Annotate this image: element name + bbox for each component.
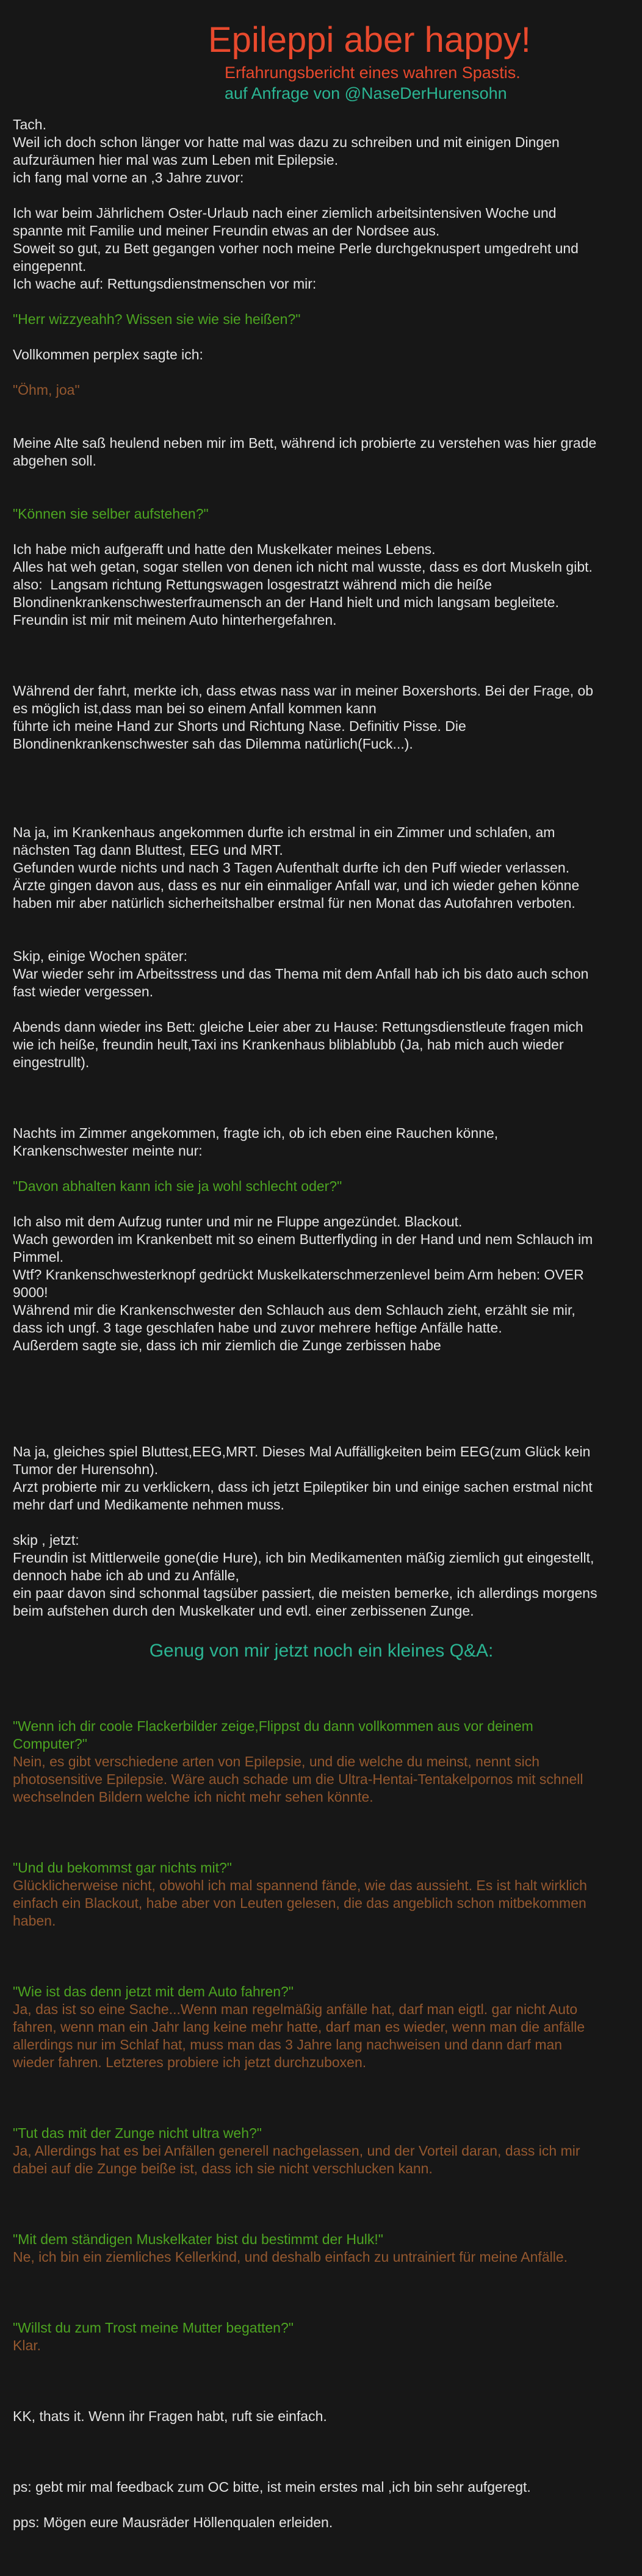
story-line: Ich wache auf: Rettungsdienstmenschen vor mir:: [13, 276, 317, 292]
quote-line: Computer?": [13, 1736, 87, 1752]
story-line: abgehen soll.: [13, 453, 96, 469]
blank-line: [13, 293, 630, 311]
story-line: Gefunden wurde nichts und nach 3 Tagen Aufenthalt durfte ich den Puff wieder verlassen.: [13, 860, 570, 876]
blank-line: [13, 328, 630, 346]
blank-line: [13, 1930, 630, 1948]
answer-line: allerdings nur im Schlaf hat, muss man das 3 Jahre lang nachweisen und dann darf man: [13, 2037, 563, 2053]
story-line: mehr darf und Medikamente nehmen muss.: [13, 1497, 284, 1513]
story-line: KK, thats it. Wenn ihr Fragen habt, ruft sie einfach.: [13, 2408, 327, 2424]
story-line: Weil ich doch schon länger vor hatte mal was dazu zu schreiben und mit einigen Dingen: [13, 134, 560, 150]
blank-line: [13, 2461, 630, 2478]
story-line: eingestrullt).: [13, 1054, 90, 1070]
answer-line: Glücklicherweise nicht, obwohl ich mal spannend fände, wie das aussieht. Es ist halt wirklich: [13, 1877, 587, 1893]
story-line: 9000!: [13, 1284, 48, 1300]
quote-line: "Mit dem ständigen Muskelkater bist du bestimmt der Hulk!": [13, 2231, 383, 2247]
blank-line: [13, 2425, 630, 2443]
story-line: Pimmel.: [13, 1249, 64, 1265]
story-line: ein paar davon sind schonmal tagsüber passiert, die meisten bemerke, ich allerdings morgens: [13, 1585, 597, 1601]
answer-line: Ja, Allerdings hat es bei Anfällen generell nachgelassen, und der Vorteil daran, dass ich mir: [13, 2143, 580, 2159]
blank-line: [13, 523, 630, 541]
blank-line: [13, 399, 630, 417]
story-line: Wtf? Krankenschwesterknopf gedrückt Muskelkaterschmerzenlevel beim Arm heben: OVER: [13, 1267, 584, 1283]
answer-line: fahren, wenn man ein Jahr lang keine mehr hatte, darf man es wieder, wenn man die anfälle: [13, 2019, 585, 2035]
blank-line: [13, 1107, 630, 1124]
page-title: Epileppi aber happy!: [208, 20, 531, 60]
answer-line: photosensitive Epilepsie. Wäre auch schade um die Ultra-Hentai-Tentakelpornos mit schnell: [13, 1771, 583, 1787]
story-line: Vollkommen perplex sagte ich:: [13, 347, 203, 362]
blank-line: [13, 1620, 630, 1638]
blank-line: [13, 2266, 630, 2284]
answer-line: wechselnden Bildern welche ich nicht mehr sehen könnte.: [13, 1789, 373, 1805]
quote-line: "Willst du zum Trost meine Mutter begatten?": [13, 2320, 294, 2336]
blank-line: [13, 1806, 630, 1824]
story-line: Nachts im Zimmer angekommen, fragte ich, ob ich eben eine Rauchen könne,: [13, 1125, 499, 1141]
blank-line: [13, 2213, 630, 2231]
blank-line: [13, 1390, 630, 1408]
story-line: Freundin ist mir mit meinem Auto hinterhergefahren.: [13, 612, 337, 628]
answer-line: Ja, das ist so eine Sache...Wenn man regelmäßig anfälle hat, darf man eigtl. gar nicht Auto: [13, 2001, 578, 2017]
story-line: Arzt probierte mir zu verklickern, dass ich jetzt Epileptiker bin und einige sachen erstmal nicht: [13, 1479, 593, 1495]
blank-line: [13, 1682, 630, 1700]
blank-line: [13, 806, 630, 824]
quote-line: "Davon abhalten kann ich sie ja wohl schlecht oder?": [13, 1178, 342, 1194]
blank-line: [13, 2284, 630, 2301]
blank-line: [13, 2107, 630, 2124]
answer-line: wieder fahren. Letzteres probiere ich jetzt durchzuboxen.: [13, 2054, 367, 2070]
quote-line: "Können sie selber aufstehen?": [13, 506, 209, 522]
quote-line: "Wenn ich dir coole Flackerbilder zeige,Flippst du dann vollkommen aus vor deinem: [13, 1718, 533, 1734]
blank-line: [13, 1372, 630, 1390]
story-line: Außerdem sagte sie, dass ich mir ziemlich die Zunge zerbissen habe: [13, 1337, 441, 1353]
story-line: Ich also mit dem Aufzug runter und mir ne Fluppe angezündet. Blackout.: [13, 1214, 463, 1229]
story-line: es möglich ist,dass man bei so einem Anfall kommen kann: [13, 700, 377, 716]
story-line: Meine Alte saß heulend neben mir im Bett, während ich probierte zu verstehen was hier grade: [13, 435, 597, 451]
blank-line: [13, 788, 630, 806]
blank-line: [13, 912, 630, 930]
blank-line: [13, 2178, 630, 2195]
story-line: Ich war beim Jährlichem Oster-Urlaub nach einer ziemlich arbeitsintensiven Woche und: [13, 205, 557, 221]
story-line: Na ja, gleiches spiel Bluttest,EEG,MRT. Dieses Mal Auffälligkeiten beim EEG(zum Glück kein: [13, 1444, 591, 1459]
blank-line: [13, 1664, 630, 1682]
blank-line: [13, 470, 630, 487]
blank-line: [13, 487, 630, 505]
story-line: ps: gebt mir mal feedback zum OC bitte, ist mein erstes mal ,ich bin sehr aufgeregt.: [13, 2479, 531, 2495]
blank-line: [13, 1001, 630, 1018]
blank-line: [13, 771, 630, 788]
quote-line: "Herr wizzyeahh? Wissen sie wie sie heißen?": [13, 311, 301, 327]
page-header: [0, 0, 642, 104]
story-line: beim aufstehen durch den Muskelkater und evtl. einer zerbissenen Zunge.: [13, 1603, 474, 1619]
blank-line: [13, 1195, 630, 1213]
answer-line: dabei auf die Zunge beiße ist, dass ich sie nicht verschlucken kann.: [13, 2160, 433, 2176]
blank-line: [13, 930, 630, 948]
blank-line: [13, 2355, 630, 2372]
blank-line: [13, 1948, 630, 1965]
answer-line: "Öhm, joa": [13, 382, 80, 398]
story-line: War wieder sehr im Arbeitsstress und das Thema mit dem Anfall hab ich bis dato auch schon: [13, 966, 589, 982]
blank-line: [13, 664, 630, 682]
story-line: Tumor der Hurensohn).: [13, 1461, 159, 1477]
story-line: führte ich meine Hand zur Shorts und Richtung Nase. Definitiv Pisse. Die: [13, 718, 466, 734]
story-line: Blondinenkrankenschwester sah das Dilemma natürlich(Fuck...).: [13, 736, 413, 752]
story-line: Tach.: [13, 117, 46, 132]
blank-line: [13, 1089, 630, 1107]
blank-line: [13, 1824, 630, 1841]
blank-line: [13, 1071, 630, 1089]
story-line: skip , jetzt:: [13, 1532, 79, 1548]
blank-line: [13, 417, 630, 434]
blank-line: [13, 753, 630, 771]
quote-line: "Tut das mit der Zunge nicht ultra weh?": [13, 2125, 262, 2141]
blank-line: [13, 1425, 630, 1443]
answer-line: Klar.: [13, 2337, 41, 2353]
story-line: wie ich heiße, freundin heult,Taxi ins Krankenhaus bliblablubb (Ja, hab mich auch wieder: [13, 1037, 564, 1052]
quote-line: "Und du bekommst gar nichts mit?": [13, 1860, 232, 1876]
blank-line: [13, 364, 630, 381]
story-line: fast wieder vergessen.: [13, 984, 154, 999]
blank-line: [13, 1841, 630, 1859]
blank-line: [13, 1408, 630, 1425]
quote-line: "Wie ist das denn jetzt mit dem Auto fahren?": [13, 1984, 294, 1999]
story-line: also: Langsam richtung Rettungswagen losgestratzt während mich die heiße: [13, 577, 492, 592]
page-subtitle: Erfahrungsbericht eines wahren Spastis.: [225, 63, 521, 82]
story-line: spannte mit Familie und meiner Freundin etwas an der Nordsee aus.: [13, 223, 440, 239]
story-line: Krankenschwester meinte nur:: [13, 1143, 203, 1159]
blank-line: [13, 2372, 630, 2390]
story-line: pps: Mögen eure Mausräder Höllenqualen erleiden.: [13, 2514, 333, 2530]
blank-line: [13, 2301, 630, 2319]
blank-line: [13, 2195, 630, 2213]
story-line: Ich habe mich aufgerafft und hatte den Muskelkater meines Lebens.: [13, 541, 436, 557]
blank-line: [13, 1700, 630, 1718]
blank-line: [13, 1514, 630, 1531]
story-content: [0, 104, 642, 2558]
story-line: ich fang mal vorne an ,3 Jahre zuvor:: [13, 170, 244, 185]
answer-line: Ne, ich bin ein ziemliches Kellerkind, und deshalb einfach zu untrainiert für meine Anfälle.: [13, 2249, 568, 2265]
story-line: Soweit so gut, zu Bett gegangen vorher noch meine Perle durchgeknuspert umgedreht und: [13, 240, 579, 256]
story-line: Blondinenkrankenschwesterfraumensch an der Hand hielt und mich langsam begleitete.: [13, 594, 559, 610]
blank-line: [13, 2443, 630, 2461]
story-line: Freundin ist Mittlerweile gone(die Hure), ich bin Medikamenten mäßig ziemlich gut eingestellt,: [13, 1550, 594, 1566]
blank-line: [13, 2496, 630, 2514]
story-line: eingepennt.: [13, 258, 87, 274]
story-line: nächsten Tag dann Bluttest, EEG und MRT.: [13, 842, 283, 858]
blank-line: [13, 2390, 630, 2408]
blank-line: [13, 1355, 630, 1372]
page-byline: auf Anfrage von @NaseDerHurensohn: [225, 84, 507, 103]
story-line: Abends dann wieder ins Bett: gleiche Leier aber zu Hause: Rettungsdienstleute fragen mich: [13, 1019, 583, 1035]
story-line: Skip, einige Wochen später:: [13, 948, 187, 964]
story-line: Na ja, im Krankenhaus angekommen durfte ich erstmal in ein Zimmer und schlafen, am: [13, 824, 555, 840]
story-line: Ärzte gingen davon aus, dass es nur ein einmaliger Anfall war, und ich wieder gehen könne: [13, 877, 580, 893]
story-line: Alles hat weh getan, sogar stellen von denen ich nicht mal wusste, dass es dort Muskeln gibt.: [13, 559, 593, 575]
story-line: dennoch habe ich ab und zu Anfälle,: [13, 1567, 239, 1583]
answer-line: haben.: [13, 1913, 56, 1929]
blank-line: [13, 1965, 630, 1983]
story-line: Während mir die Krankenschwester den Schlauch aus dem Schlauch zieht, erzählt sie mir,: [13, 1302, 575, 1318]
story-line: haben mir aber natürlich sicherheitshalber erstmal für nen Monat das Autofahren verboten.: [13, 895, 575, 911]
qa-heading: Genug von mir jetzt noch ein kleines Q&A:: [149, 1641, 494, 1661]
blank-line: [13, 647, 630, 664]
answer-line: einfach ein Blackout, habe aber von Leuten gelesen, die das angeblich schon mitbekommen: [13, 1895, 586, 1911]
answer-line: Nein, es gibt verschiedene arten von Epilepsie, und die welche du meinst, nennt sich: [13, 1754, 540, 1769]
blank-line: [13, 629, 630, 647]
blank-line: [13, 2089, 630, 2107]
blank-line: [13, 187, 630, 204]
story-line: Während der fahrt, merkte ich, dass etwas nass war in meiner Boxershorts. Bei der Frage, ob: [13, 683, 594, 699]
story-line: aufzuräumen hier mal was zum Leben mit Epilepsie.: [13, 152, 339, 168]
blank-line: [13, 2071, 630, 2089]
blank-line: [13, 1160, 630, 1178]
story-line: Wach geworden im Krankenbett mit so einem Butterflyding in der Hand und nem Schlauch im: [13, 1231, 593, 1247]
story-line: dass ich ungf. 3 tage geschlafen habe und zuvor mehrere heftige Anfälle hatte.: [13, 1320, 502, 1336]
